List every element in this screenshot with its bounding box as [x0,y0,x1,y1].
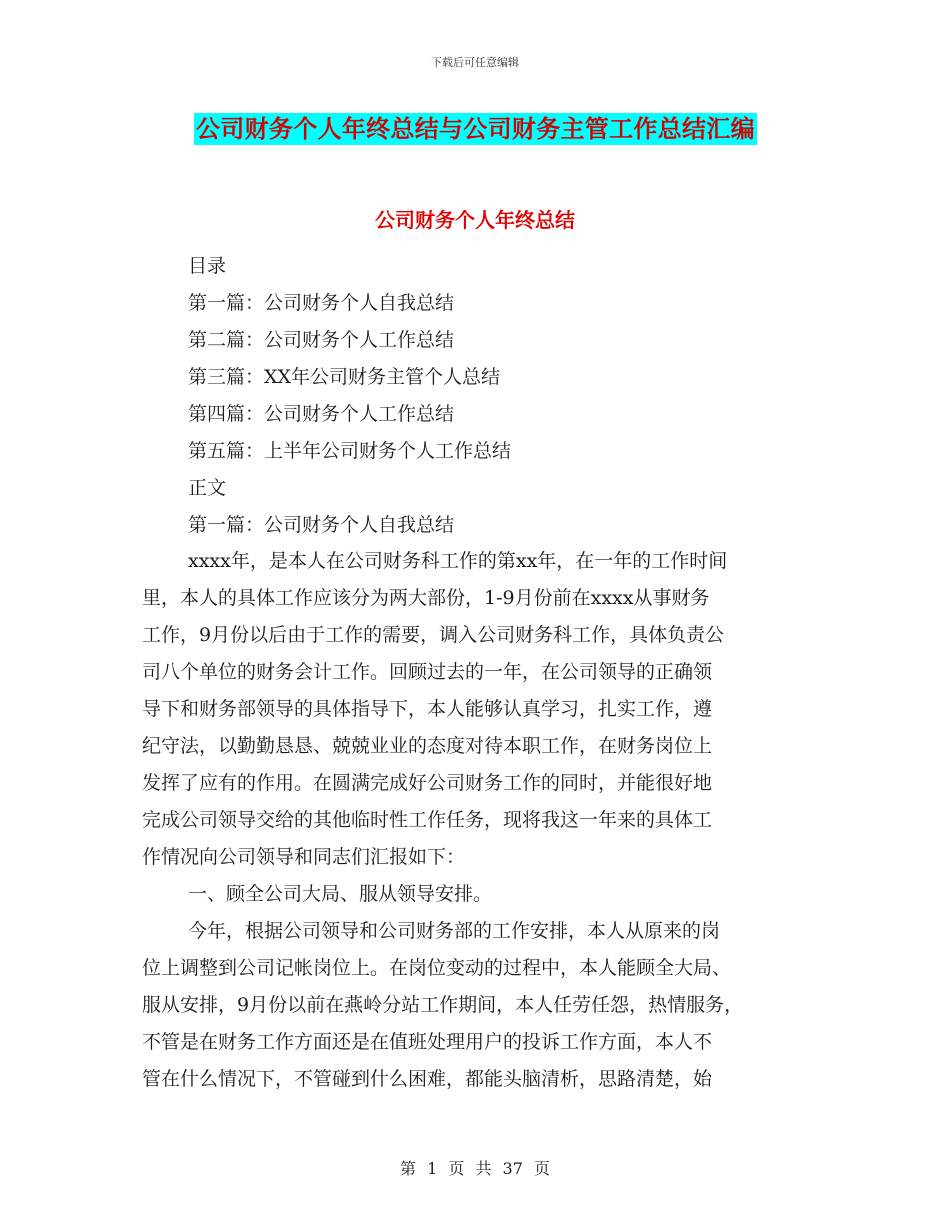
paragraph-line: 位上调整到公司记帐岗位上。在岗位变动的过程中，本人能顾全大局、 [142,957,732,979]
section-heading: 一、顾全公司大局、服从领导安排。 [188,883,493,905]
paragraph-line: 里，本人的具体工作应该分为两大部份，1-9月份前在xxxx从事财务 [142,587,710,609]
table-of-contents [188,248,511,544]
document-main-title: 公司财务个人年终总结与公司财务主管工作总结汇编 [196,115,755,143]
paragraph-line: 发挥了应有的作用。在圆满完成好公司财务工作的同时，并能很好地 [142,772,713,794]
paragraph-line: 司八个单位的财务会计工作。回顾过去的一年，在公司领导的正确领 [142,661,713,683]
toc-item: 第一篇：公司财务个人自我总结 [188,292,455,314]
toc-heading: 目录 [188,255,227,277]
toc-item: 第二篇：公司财务个人工作总结 [188,329,455,351]
toc-item: 第四篇：公司财务个人工作总结 [188,403,455,425]
paragraph-line: 导下和财务部领导的具体指导下，本人能够认真学习，扎实工作，遵 [142,698,713,720]
page-number-footer: 第 1 页 共 37 页 [400,1159,550,1178]
paragraph-line: 工作，9月份以后由于工作的需要，调入公司财务科工作，具体负责公 [142,624,725,646]
paragraph-line: 今年，根据公司领导和公司财务部的工作安排，本人从原来的岗 [188,920,721,942]
paragraph-line: 完成公司领导交给的其他临时性工作任务，现将我这一年来的具体工 [142,809,713,831]
paragraph-line: xxxx年，是本人在公司财务科工作的第xx年，在一年的工作时间 [188,550,728,572]
paragraph-line: 纪守法，以勤勤恳恳、兢兢业业的态度对待本职工作，在财务岗位上 [142,735,713,757]
section-title: 公司财务个人年终总结 [375,208,575,232]
chapter-heading: 第一篇：公司财务个人自我总结 [188,514,455,536]
toc-item: 第五篇：上半年公司财务个人工作总结 [188,440,512,462]
paragraph-line: 管在什么情况下，不管碰到什么困难，都能头脑清析，思路清楚，始 [142,1068,713,1090]
body-heading: 正文 [188,477,227,499]
toc-item: 第三篇：XX年公司财务主管个人总结 [188,366,501,388]
paragraph-line: 作情况向公司领导和同志们汇报如下： [142,846,466,868]
paragraph-line: 服从安排，9月份以前在燕岭分站工作期间，本人任劳任怨，热情服务， [142,994,744,1016]
body-text [142,543,832,1098]
paragraph-line: 不管是在财务工作方面还是在值班处理用户的投诉工作方面，本人不 [142,1031,713,1053]
header-note: 下载后可任意编辑 [431,56,519,69]
